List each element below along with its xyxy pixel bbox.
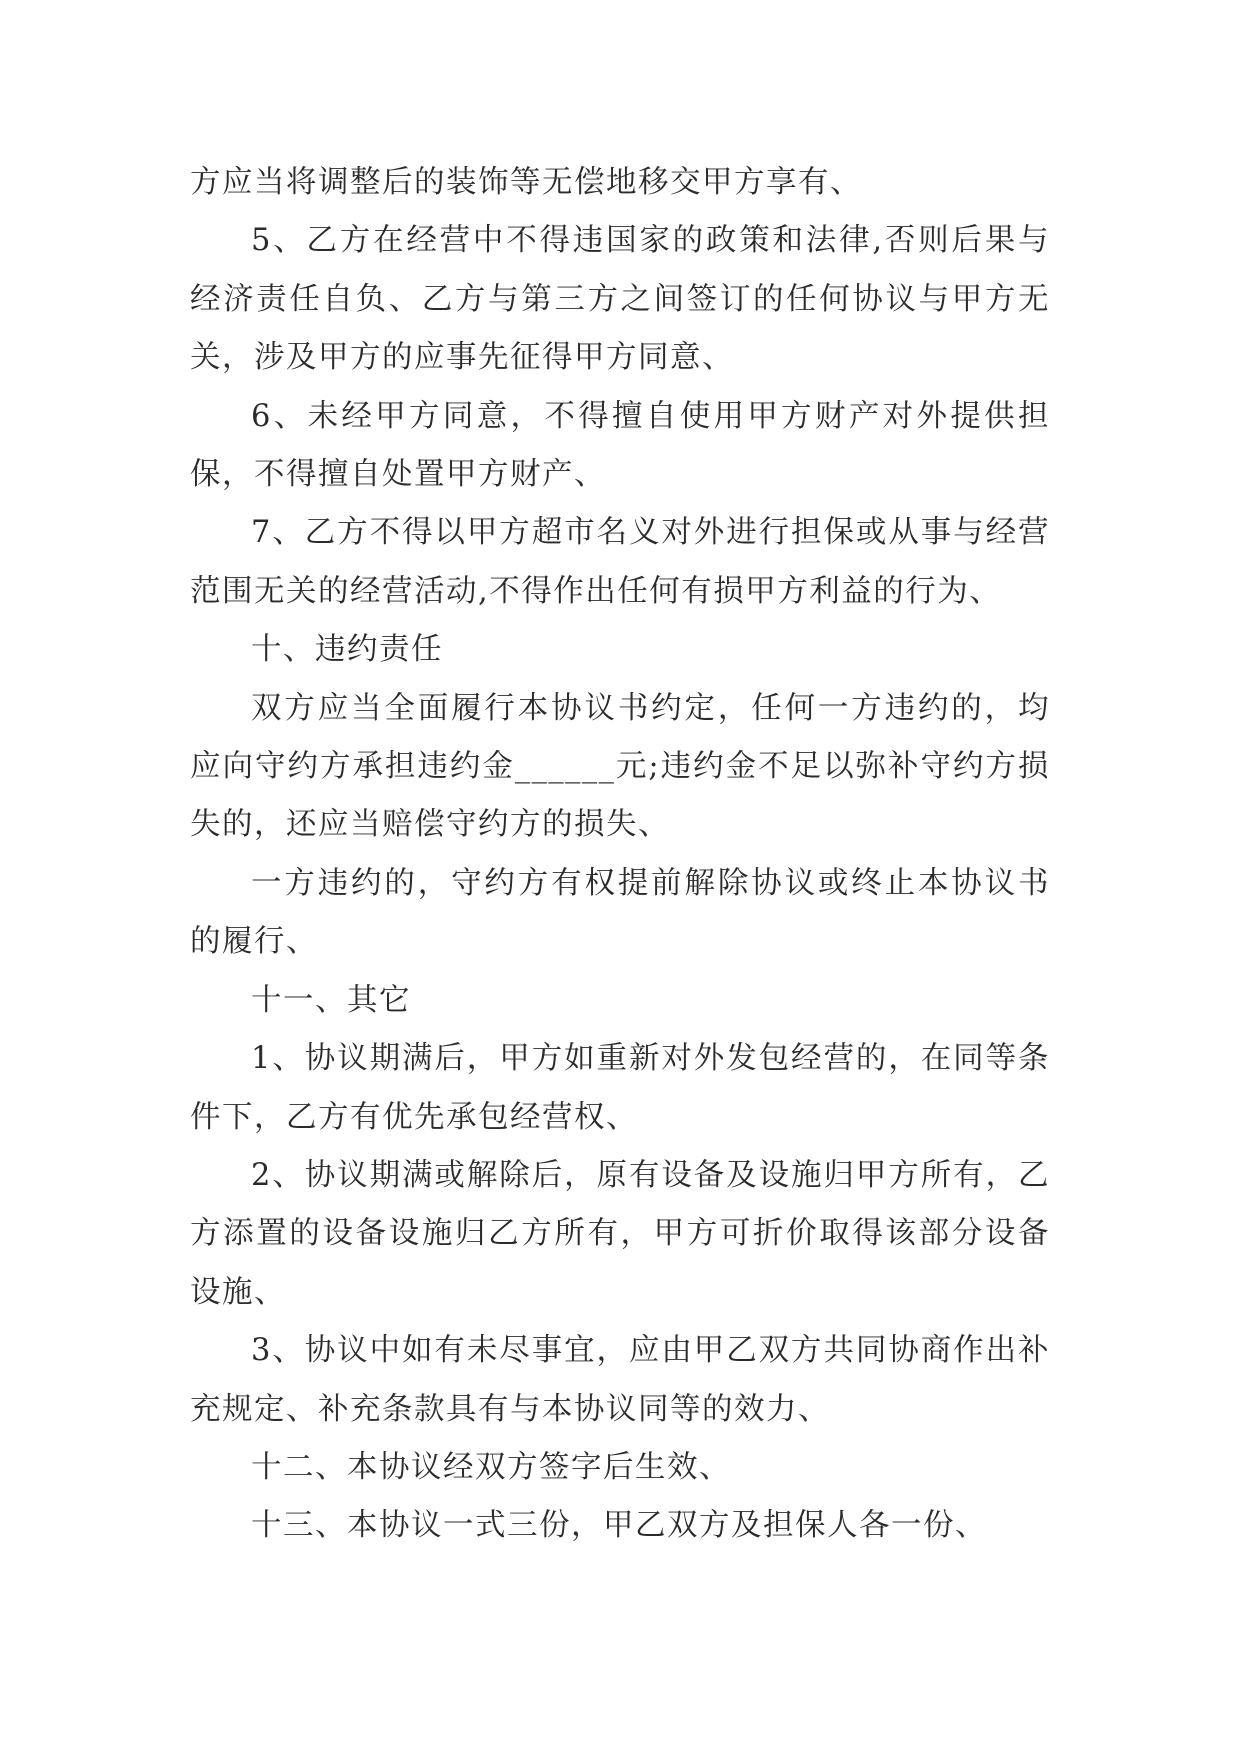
section-heading-13: 十三、本协议一式三份，甲乙双方及担保人各一份、 [251,1508,987,1544]
paragraph-1: 方应当将调整后的装饰等无偿地移交甲方享有、 [190,165,862,200]
paragraph-11: 3、协议中如有未尽事宜，应由甲乙双方共同协商作出补充规定、补充条款具有与本协议同等的效力、 [190,1333,1050,1427]
paragraph-3: 6、未经甲方同意，不得擅自使用甲方财产对外提供担保，不得擅自处置甲方财产、 [190,398,1050,493]
section-heading-10: 十、违约责任 [251,632,443,668]
paragraph-7: 一方违约的，守约方有权提前解除协议或终止本协议书的履行、 [190,865,1050,960]
paragraph-6: 双方应当全面履行本协议书约定，任何一方违约的，均应向守约方承担违约金______元;违约金不足以弥补守约方损失的，还应当赔偿守约方的损失、 [190,690,1050,843]
paragraph-4: 7、乙方不得以甲方超市名义对外进行担保或从事与经营范围无关的经营活动,不得作出任何有损甲方利益的行为、 [190,515,1050,609]
paragraph-9: 1、协议期满后，甲方如重新对外发包经营的，在同等条件下，乙方有优先承包经营权、 [190,1041,1050,1135]
section-heading-11: 十一、其它 [251,982,411,1018]
paragraph-10: 2、协议期满或解除后，原有设备及设施归甲方所有，乙方添置的设备设施归乙方所有，甲方可折价取得该部分设备设施、 [190,1157,1050,1310]
document-body [190,154,1050,1556]
paragraph-2: 5、乙方在经营中不得违国家的政策和法律,否则后果与经济责任自负、乙方与第三方之间签订的任何协议与甲方无关，涉及甲方的应事先征得甲方同意、 [190,223,1050,376]
section-heading-12: 十二、本协议经双方签字后生效、 [251,1449,731,1485]
